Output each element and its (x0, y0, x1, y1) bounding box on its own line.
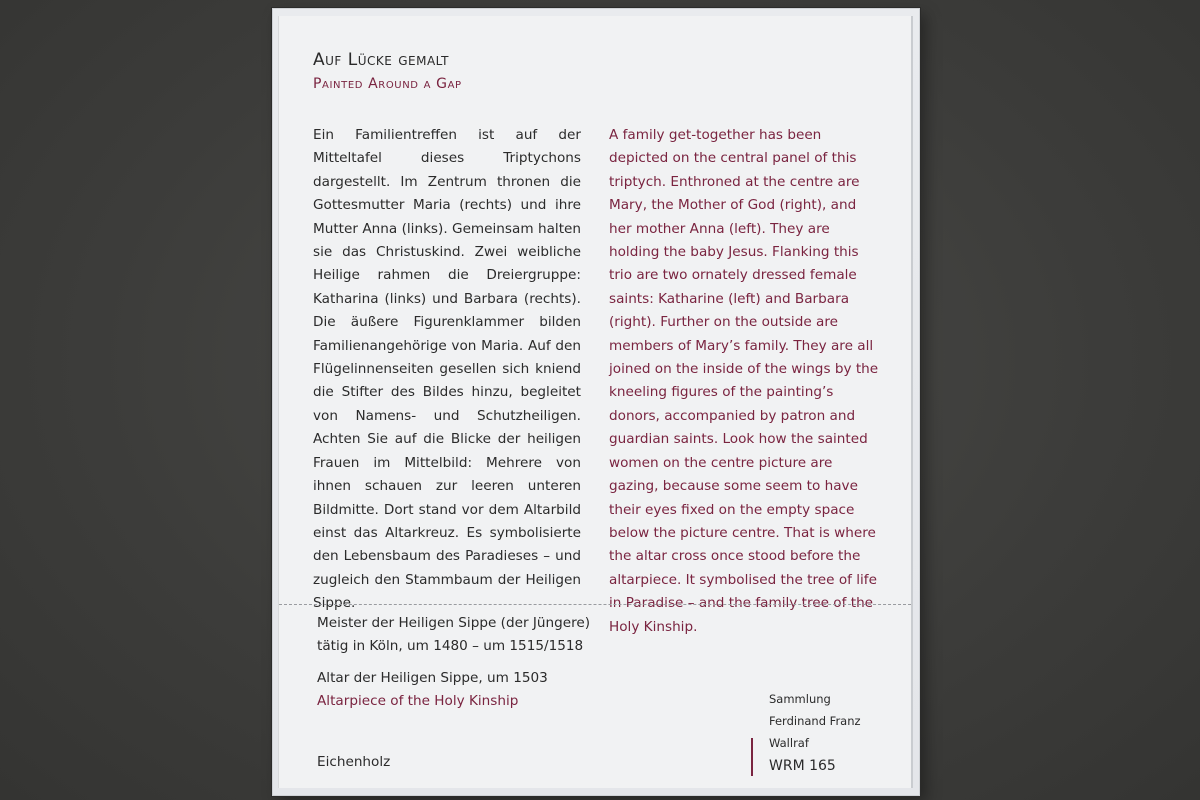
inventory-number: WRM 165 (769, 758, 836, 774)
title-german: Auf Lücke gemalt (313, 50, 450, 70)
title-english: Painted Around a Gap (313, 76, 462, 92)
description-english: A family get-together has been depicted on the central panel of this triptych. Enthroned at the centre are Mary, the Mother of God (right), and her mother Anna (left). They are holding the baby Jesus. Flanking this trio are two ornately dressed female saints: Katharine (left) and Barbara (right). Further on the outside are members of Mary’s family. They are all joined on the inside of the wings by the kneeling figures of the painting’s donors, accompanied by patron and guardian saints. Look how the sainted women on the centre picture are gazing, because some seem to have their eyes fixed on the empty space below the picture centre. That is where the altar cross once stood before the altarpiece. It symbolised the tree of life in Paradise – and the family tree of the Holy Kinship. (609, 127, 879, 635)
museum-label (278, 16, 913, 788)
collection-line-2: Ferdinand Franz (769, 714, 861, 728)
artwork-title-german: Altar der Heiligen Sippe, um 1503 (317, 670, 548, 686)
artist-info (317, 612, 637, 658)
material: Eichenholz (317, 754, 391, 770)
description-german: Ein Familientreffen ist auf der Mitteltafel dieses Triptychons dargestellt. Im Zentrum thronen die Gottesmutter Maria (rechts) und ihre Mutter Anna (links). Gemeinsam halten sie das Christuskind. Zwei weibliche Heilige rahmen die Dreiergruppe: Katharina (links) und Barbara (rechts). Die äußere Figurenklammer bilden Familienangehörige von Maria. Auf den Flügelinnenseiten gesellen sich kniend die Stifter des Bildes hinzu, begleitet von Namens- und Schutzheiligen. Achten Sie auf die Blicke der heiligen Frauen im Mittelbild: Mehrere von ihnen schauen zur leeren unteren Bildmitte. Dort stand vor dem Altarbild einst das Altarkreuz. Es symbolisierte den Lebensbaum des Paradieses – und zugleich den Stammbaum der Heiligen Sippe. (313, 127, 581, 612)
inventory-accent-bar (751, 738, 753, 776)
artwork-title-english: Altarpiece of the Holy Kinship (317, 693, 519, 709)
collection-line-1: Sammlung (769, 692, 831, 706)
collection-info (769, 688, 889, 754)
artist-name: Meister der Heiligen Sippe (der Jüngere) (317, 615, 591, 631)
artist-dates: tätig in Köln, um 1480 – um 1515/1518 (317, 638, 584, 654)
divider-line (279, 604, 911, 605)
collection-line-3: Wallraf (769, 736, 809, 750)
